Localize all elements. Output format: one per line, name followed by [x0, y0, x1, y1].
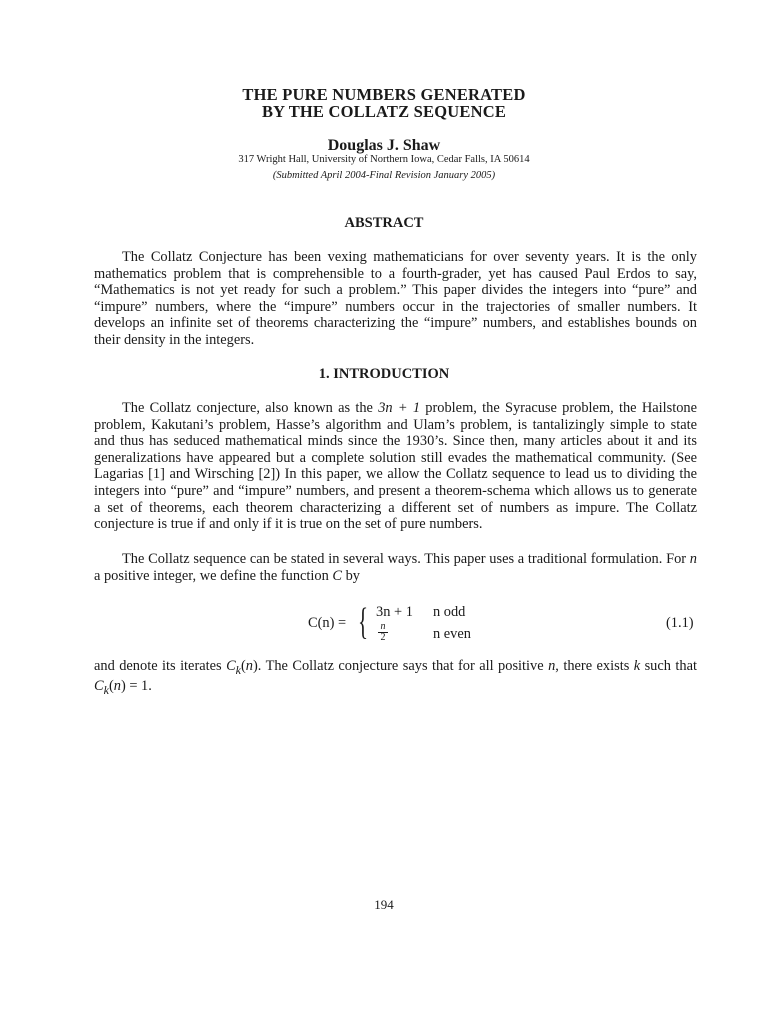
- equation-brace: {: [358, 601, 369, 643]
- paper-title: [0, 86, 768, 120]
- fraction-numerator: n: [380, 621, 386, 632]
- equation-lhs: C(n) =: [308, 615, 347, 631]
- inline-math: 3n + 1: [378, 400, 421, 416]
- intro-paragraph-2: The Collatz sequence can be stated in several ways. This paper uses a traditional formulation. For n a positive integer, we define the function C by: [94, 551, 697, 584]
- title-line-2: BY THE COLLATZ SEQUENCE: [261, 102, 507, 121]
- case-even-condition: n even: [433, 626, 471, 642]
- abstract-heading: ABSTRACT: [344, 215, 424, 231]
- submission-note: (Submitted April 2004-Final Revision January 2005): [272, 170, 496, 181]
- intro-paragraph-3: and denote its iterates $C_k(n)$. The Collatz conjecture says that for all positive n, there exists k such that $C_k(n) = 1$.: [94, 658, 697, 698]
- equation-1-1: [0, 601, 768, 648]
- intro-paragraph-1: The Collatz conjecture, also known as the 3n + 1 problem, the Syracuse problem, the Hailstone problem, Kakutani’s problem, Hasse’s algorithm and Ulam’s problem, is tantalizingly simple to state and thus has seduced mathematical minds since the 1930’s. Since then, many articles about it and its generalizations have appeared but a complete solution still evades the mathematical community. (See Lagarias [1] and Wirsching [2]) In this paper, we allow the Collatz sequence to lead us to dividing the integers into “pure” and “impure” numbers, and present a theorem-schema which allows us to generate a set of theorems, each theorem characterizing a different set of numbers as impure. The Collatz conjecture is true if and only if it is true on the set of pure numbers.: [94, 400, 697, 533]
- author-name: Douglas J. Shaw: [327, 137, 441, 154]
- equation-number: (1.1): [666, 615, 694, 631]
- case-odd-value: 3n + 1: [376, 604, 413, 620]
- page-number: 194: [374, 897, 394, 912]
- fraction-denominator: 2: [380, 632, 386, 643]
- case-even-value: [376, 622, 390, 643]
- author-affiliation: 317 Wright Hall, University of Northern Iowa, Cedar Falls, IA 50614: [238, 154, 530, 165]
- case-odd-condition: n odd: [433, 604, 466, 620]
- title-line-1: THE PURE NUMBERS GENERATED: [242, 85, 526, 104]
- abstract-text: The Collatz Conjecture has been vexing mathematicians for over seventy years. It is the only mathematics problem that is comprehensible to a fourth-grader, yet has caused Paul Erdos to say, “Mathematics is not yet ready for such a problem.” This paper divides the integers into “pure” and “impure” numbers, where the “impure” numbers occur in the trajectories of smaller numbers. It develops an infinite set of theorems characterizing the “impure” numbers, and establishes bounds on their density in the integers.: [94, 249, 697, 348]
- introduction-heading: 1. INTRODUCTION: [318, 366, 450, 382]
